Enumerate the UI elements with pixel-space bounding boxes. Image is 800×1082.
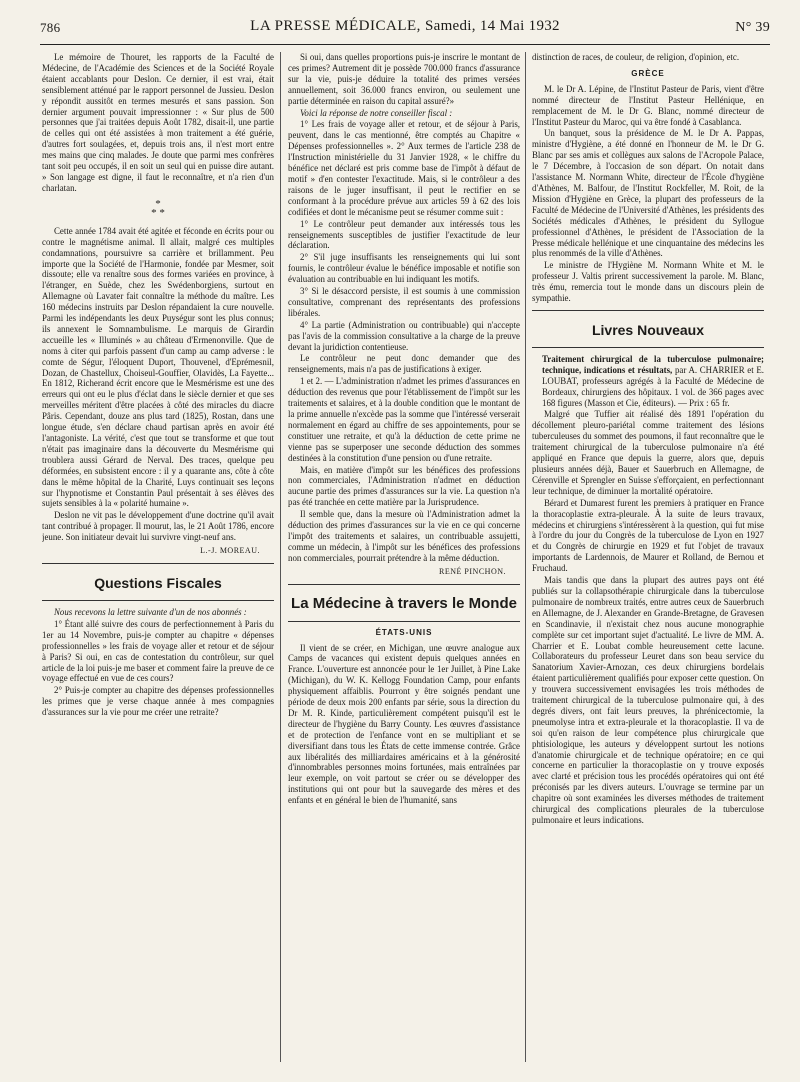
paragraph: Le ministre de l'Hygiène M. Normann White et M. le professeur J. Valtis prirent successivement la parole. M. Blanc, très ému, remercia tout le monde dans un discours plein de sympathie. xyxy=(532,260,764,304)
section-rule xyxy=(532,310,764,311)
journal-name: LA PRESSE MÉDICALE, xyxy=(250,18,421,34)
paragraph: Malgré que Tuffier ait réalisé dès 1891 l'opération du décollement pleuro-pariétal comme traitement des lésions tuberculeuses du sommet des poumons, il faut reconnaître que le traitement chirurgical de la tuberculose pulmonaire n'a été appliqué en France que depuis la guerre, alors que, depuis plusieurs années déjà, Bauer et Sauerbruch en Allemagne, de Cérenville et Sprengler en Suisse s'efforçaient, en perfectionnant leur technique, de diminuer la mortalité opératoire. xyxy=(532,409,764,496)
country-subhead: ÉTATS-UNIS xyxy=(375,627,433,637)
column-separator xyxy=(525,52,526,1062)
section-stars xyxy=(42,197,274,219)
paragraph: M. le Dr A. Lépine, de l'Institut Pasteur de Paris, vient d'être nommé directeur de l'Institut Pasteur Hellénique, en remplacement de M. le Dr G. Blanc, nommé directeur de l'Institut Pasteur du Maroc, qui va être fondé à Casablanca. xyxy=(532,83,764,127)
section-title: Questions Fiscales xyxy=(94,574,222,591)
journal-title xyxy=(225,18,585,35)
paragraph: 1 et 2. — L'administration n'admet les primes d'assurances en déduction des revenus que pour l'établissement de l'impôt sur les traitements et salaires, et à la double condition que le montant de la prime annuelle n'excède pas la somme que l'intéressé verserait normalement en égard au chiffre de ses appointements, pour se constituer une retraite, et qu'à la déduction de cette prime ne vienne pas se superposer une seconde déduction des sommes destinées à la constitution d'une pension ou d'une retraite. xyxy=(288,376,520,463)
header-rule xyxy=(40,44,770,45)
section-rule xyxy=(42,563,274,564)
section-rule xyxy=(42,600,274,601)
country-subhead: GRÈCE xyxy=(631,68,665,78)
paragraph: Cette année 1784 avait été agitée et féconde en écrits pour ou contre le magnétisme animal. Il allait, malgré ces multiples condamnations, poursuivre sa carrière et brillamment. Peu importe que la Société de l'Harmonie, fondée par Mesmer, soit dissoute; elle va renaître sous des formes variées en province, à l'étranger, en Suède, chez les Swédenborgiens, surtout en Allemagne où Lavater fait connaître la méthode du maître. Les 160 médecins instruits par Deslon répandaient la cure nouvelle. Parmi les indépendants les deux Puységur sont les plus connus; ils annexent le Somnambulisme. Le marquis de Girardin accueille les « Illuminés » au château d'Ermenonville. Que de noms à citer qui parfois passent d'un camp au camp adverse : le comte de Ségur, l'éloquent Duport, Thouvenel, d'Eprémesnil, Dozan, de Chastellux, Choiseul-Gouffier, Olavidès, La Fayette... En 1812, Richerand écrit encore que le Mesmérisme est une des erreurs qui ont eu le plus d'éclat dans le siècle dernier et que ses merveilles méritent d'être placées à côté des miracles du diacre Pâris. Cependant, douze ans plus tard (1825), Rostan, dans une longue étude, s'en déclare chaud partisan après en avoir été l'antagoniste. La vérité, c'est que tout se transforme et que tout n'était pas imaginaire dans la découverte du Mesmérisme qui troublera aussi Gérard de Nerval. Des traces, quelque peu déformées, en subsistent encore : il y a quarante ans, côte à côte dans le même hôpital de la Charité, Luys continuait ses leçons sur l'hypnotisme et Constantin Paul présentait à ses élèves des sujets sensibles à la « polarité humaine ». xyxy=(42,225,274,509)
paragraph: Bérard et Dumarest furent les premiers à pratiquer en France la thoracoplastie extra-pleurale. À la suite de leurs travaux, médecins et chirurgiens s'intéressèrent à la question, qui fut mise à l'ordre du jour du Congrès de la tuberculose de Lyon en 1927 et du Congrès de chirurgie en 1929 et fut l'objet de travaux importants de Lardennois, de Maurer et Rolland, de Bernou et Fruchaud. xyxy=(532,497,764,574)
paragraph: 1° Les frais de voyage aller et retour, et de séjour à Paris, peuvent, dans le cas mentionné, être comptés au Chapitre « Dépenses professionnelles ». 2° Aux termes de l'article 238 de l'Instruction ministérielle du 31 Janvier 1928, « le chiffre du bénéfice net déclaré est pris comme base de l'impôt à défaut de motif » d'en contester l'exactitude. Mais, si le contrôleur a des raisons de le juger insuffisant, il peut le rectifier en se conformant à la procédure prévue aux articles 59 à 62 des lois codifiées et dont le mécanisme peut se résumer comme suit : xyxy=(288,119,520,217)
paragraph: Mais, en matière d'impôt sur les bénéfices des professions non commerciales, l'Administration n'admet en déduction aucune partie des primes d'assurances sur la vie. La question n'a pas été tranchée en cette matière par la Jurisprudence. xyxy=(288,464,520,508)
star: * xyxy=(155,197,161,210)
section-title: La Médecine à travers le Monde xyxy=(291,594,517,612)
book-title: Traitement chirurgical de la tuberculose pulmonaire; technique, indications et résultats, xyxy=(542,353,764,375)
question: 1° Étant allé suivre des cours de perfectionnement à Paris du 1er au 14 Novembre, puis-je compter au chapitre « dépenses professionnelles » les frais de voyage aller et retour et de séjour à Paris? Si oui, en cas de contestation du contrôleur, sur quel article de la loi puis-je me baser et comment faire la preuve de ce voyage effectué en vue de ces cours? xyxy=(42,618,274,684)
paragraph: Deslon ne vit pas le développement d'une doctrine qu'il avait tant contribué à propager. Il mourut, las, le 21 Août 1786, encore jeune. Son initiateur devait lui survivre vingt-neuf ans. xyxy=(42,510,274,543)
issue-number: N° 39 xyxy=(735,20,770,35)
section-rule xyxy=(288,621,520,622)
section-rule xyxy=(532,347,764,348)
issue-date: Samedi, 14 Mai 1932 xyxy=(424,18,560,34)
paragraph: Il vient de se créer, en Michigan, une œuvre analogue aux Camps de vacances qui existent depuis quelques années en France. L'ouverture est annoncée pour le 1er Juillet, à Pine Lake (Michigan), du W. K. Kellogg Foundation Camp, pour enfants physiquement affaiblis. Pourront y être soignés pendant une période de deux mois 200 enfants par série, sous la direction du Dr M. R. Kinde, particulièrement compétent puisqu'il est le directeur de l'hygiène du Barry County. Les œuvres d'assistance et de protection de l'enfance vont en se multipliant et se diversifiant dans tous les États de cette immense contrée. Grâce aux libéralités des milliardaires américains et à la générosité d'innombrables personnes moins fortunées, mais entraînées par leur exemple, on voit partout se créer ou se développer des institutions qui ont pour but la sauvegarde des mères et des enfants et en général le bien de l'humanité, sans xyxy=(288,642,520,806)
star: * * xyxy=(151,206,165,219)
book-reference xyxy=(532,354,764,409)
section-title: Livres Nouveaux xyxy=(591,321,705,338)
column-3 xyxy=(532,52,764,1072)
paragraph: 1° Le contrôleur peut demander aux intéressés tous les renseignements susceptibles de justifier l'exactitude de leur déclaration. xyxy=(288,218,520,251)
page-header xyxy=(40,18,770,42)
column-2 xyxy=(288,52,520,1072)
section-rule xyxy=(288,584,520,585)
paragraph: Il semble que, dans la mesure où l'Administration admet la déduction des primes d'assurances sur la vie en ce qui concerne l'impôt des traitements et salaires, un contribuable assujetti, comme un médecin, à l'impôt sur les bénéfices des professions non commerciales, pourrait prétendre à la même déduction. xyxy=(288,509,520,563)
paragraph: Un banquet, sous la présidence de M. le Dr A. Pappas, ministre d'Hygiène, a été donné en l'honneur de M. le Dr G. Blanc par ses amis et collègues aux salons de l'Acropole Palace, le 7 Décembre, à l'occasion de son départ. On notait dans l'assistance M. Normann White, directeur de l'École d'hygiène d'Athènes, M. Balfour, de l'Institut Rockfeller, M. Roit, de la Mission d'Hygiène en Grèce, la plupart des professeurs de la Faculté de Médecine de l'Université d'Athènes, les présidents des Sociétés médicales d'Athènes, le président du Syllogue professionnel d'Athènes, le président de l'Association de la Presse médicale hellénique et une cinquantaine des médecins les plus renommés de la ville d'Athènes. xyxy=(532,128,764,259)
author-signature: RENÉ PINCHON. xyxy=(439,566,506,576)
author-signature: L.-J. MOREAU. xyxy=(200,546,260,556)
paragraph: 3° Si le désaccord persiste, il est soumis à une commission consultative, comprenant des représentants des professions libérales. xyxy=(288,286,520,318)
paragraph: 2° S'il juge insuffisants les renseignements qui lui sont fournis, le contrôleur évalue le bénéfice imposable et notifie son évaluation au contribuable en lui indiquant les motifs. xyxy=(288,252,520,285)
question: 2° Puis-je compter au chapitre des dépenses professionnelles les primes que je verse chaque année à mes compagnies d'assurances sur la vie pour me créer une retraite? xyxy=(42,685,274,718)
paragraph: Voici la réponse de notre conseiller fiscal : xyxy=(300,107,453,118)
paragraph: Le contrôleur ne peut donc demander que des renseignements, mais n'a pas de justifications à exiger. xyxy=(288,353,520,375)
letter-intro: Nous recevons la lettre suivante d'un de nos abonnés : xyxy=(54,606,247,617)
paragraph: Si oui, dans quelles proportions puis-je inscrire le montant de ces primes? Autrement dit je possède 700.000 francs d'assurance sur la vie, puis-je déduire la totalité des primes versées annuellement, soit 36.000 francs environ, ou seulement une partie déterminée en raison du capital assuré?» xyxy=(288,52,520,106)
paragraph: Mais tandis que dans la plupart des autres pays ont été publiés sur la collapsothérapie chirurgicale dans la tuberculose pulmonaire de nombreux traités, entre autres ceux de Sauerbruch en Allemagne, de J. Alexander en Grande-Bretagne, de Gravesen en Scandinavie, il n'existait chez nous aucune monographie complète sur cet important sujet d'actualité. Le livre de MM. A. Charrier et E. Loubat comble heureusement cette lacune. Collaborateurs du professeur Leuret dans son beau service du Sanatorium Xavier-Arnozan, ces deux chirurgiens bordelais étaient particulièrement qualifiés pour exposer cette question. On y trouvera successivement envisagées les trois méthodes de traitement chirurgical de la tuberculose pulmonaire qui, à des degrés divers, ont fait leurs preuves, la phrénicectomie, la pneumolyse intra et extra-pleurale et la thoracoplastie. Il va de soi qu'en raison de leur compétence plus chirurgicale que phtisiologique, les auteurs y développent surtout les notions d'anatomie chirurgicale et de technique opératoire; en ce qui concerne en particulier la thoracoplastie on y trouve exposés avec clarté et précision tous les procédés opératoires qui ont été préconisés par les divers auteurs. L'ouvrage se termine par un chapitre où sont examinées les diverses méthodes de traitement chirurgical des complications pleurales de la tuberculose pulmonaire et leurs indications. xyxy=(532,575,764,825)
page-number: 786 xyxy=(40,20,61,35)
paragraph: Le mémoire de Thouret, les rapports de la Faculté de Médecine, de l'Académie des Sciences et de la Société Royale étaient accablants pour Deslon. Ce dernier, il est vrai, était sensiblement atténué par le rapport personnel de Jussieu. Deslon y répondit aussitôt en termes mesurés et sans passion. Son dernier argument pouvait impressionner : « Sur plus de 500 personnes que j'ai traitées depuis Août 1782, disait-il, une partie de celles qui ont été assistées à mon traitement a été guérie, d'autres fort soulagées, et, depuis trois ans, il n'est mort entre mes mains que cinq malades. Je doute que parmi mes confrères tant soit peu occupés, il en soit un seul qui en puisse dire autant. » Son langage est digne, il faut le reconnaître, et n'a rien d'un charlatan. xyxy=(42,52,274,193)
book-details: par A. CHARRIER et E. LOUBAT, professeurs agrégés à la Faculté de Médecine de Bordeaux, chirurgiens des hôpitaux. 1 vol. de 366 pages avec 168 figures (Masson et Cie, éditeurs). — Prix : 65 fr. xyxy=(542,364,764,408)
column-separator xyxy=(280,52,281,1062)
column-1 xyxy=(42,52,274,1072)
paragraph: distinction de races, de couleur, de religion, d'opinion, etc. xyxy=(532,52,740,62)
paragraph: 4° La partie (Administration ou contribuable) qui n'accepte pas l'avis de la commission consultative a la charge de la preuve devant la juridiction contentieuse. xyxy=(288,319,520,352)
